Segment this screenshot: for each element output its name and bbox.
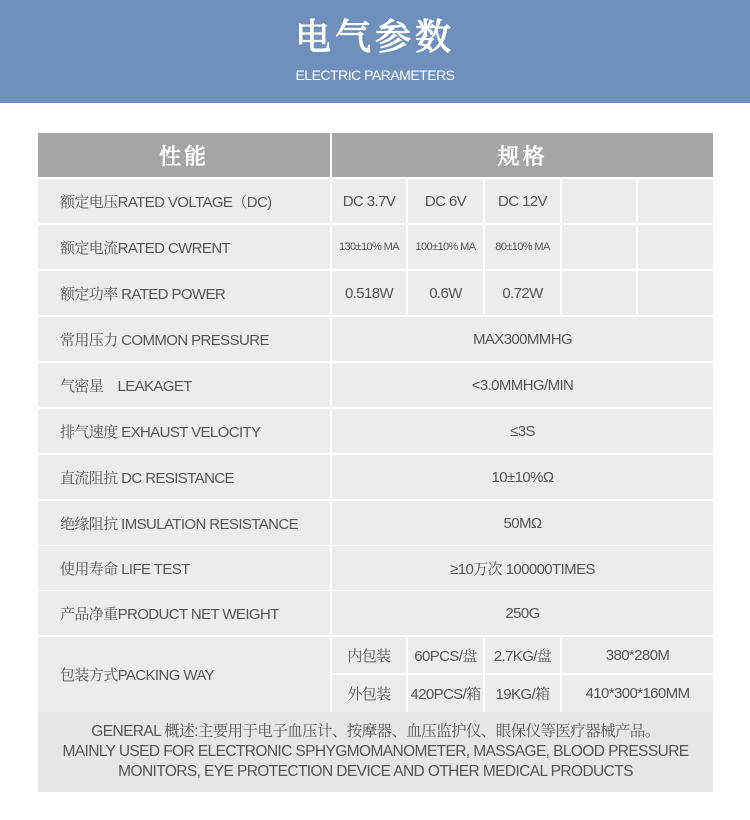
- rated-power-value-3: 0.72W: [485, 271, 560, 315]
- packing-outer-weight: 19KG/箱: [485, 675, 560, 712]
- empty-cell: [562, 271, 636, 315]
- row-label-packing-way: 包装方式PACKING WAY: [38, 637, 330, 712]
- row-label-rated-voltage: 额定电压RATED VOLTAGE（DC): [38, 179, 330, 223]
- row-label-life-test: 使用寿命 LIFE TEST: [38, 546, 330, 590]
- packing-outer-type: 外包装: [332, 675, 406, 712]
- note-line-3: MONITORS, EYE PROTECTION DEVICE AND OTHER MEDICAL PRODUCTS: [118, 763, 633, 780]
- row-label-leakage: 气密星 LEAKAGET: [38, 363, 330, 407]
- empty-cell: [638, 225, 713, 269]
- packing-inner-type: 内包装: [332, 637, 406, 673]
- rated-current-value-1: 130±10% MA: [332, 225, 406, 269]
- header-banner: [0, 0, 750, 103]
- packing-inner-qty: 60PCS/盘: [408, 637, 483, 673]
- packing-outer-size: 410*300*160MM: [562, 675, 713, 712]
- rated-voltage-value-2: DC 6V: [408, 179, 483, 223]
- packing-outer-qty: 420PCS/箱: [408, 675, 483, 712]
- insulation-resistance-value: 50MΩ: [332, 501, 713, 545]
- rated-power-value-1: 0.518W: [332, 271, 406, 315]
- column-header-performance: 性能: [38, 133, 330, 177]
- rated-voltage-value-3: DC 12V: [485, 179, 560, 223]
- row-label-rated-power: 额定功率 RATED POWER: [38, 271, 330, 315]
- dc-resistance-value: 10±10%Ω: [332, 455, 713, 499]
- row-label-dc-resistance: 直流阻抗 DC RESISTANCE: [38, 455, 330, 499]
- row-label-net-weight: 产品净重PRODUCT NET WEIGHT: [38, 591, 330, 635]
- column-header-spec: 规格: [332, 133, 713, 177]
- rated-current-value-2: 100±10% MA: [408, 225, 483, 269]
- packing-inner-weight: 2.7KG/盘: [485, 637, 560, 673]
- page-subtitle: ELECTRIC PARAMETERS: [295, 67, 455, 83]
- life-test-value: ≥10万次 100000TIMES: [332, 546, 713, 590]
- packing-inner-size: 380*280M: [562, 637, 713, 673]
- note-line-2: MAINLY USED FOR ELECTRONIC SPHYGMOMANOMETER, MASSAGE, BLOOD PRESSURE: [62, 743, 689, 760]
- empty-cell: [638, 179, 713, 223]
- row-label-rated-current: 额定电流RATED CWRENT: [38, 225, 330, 269]
- rated-current-value-3: 80±10% MA: [485, 225, 560, 269]
- exhaust-velocity-value: ≤3S: [332, 409, 713, 453]
- rated-voltage-value-1: DC 3.7V: [332, 179, 406, 223]
- note-line-1: GENERAL 概述:主要用于电子血压计、按摩器、血压监护仪、眼保仪等医疗器械产品。: [91, 723, 660, 740]
- row-label-insulation-resistance: 绝缘阻抗 IMSULATION RESISTANCE: [38, 501, 330, 545]
- row-label-exhaust-velocity: 排气速度 EXHAUST VELOCITY: [38, 409, 330, 453]
- empty-cell: [638, 271, 713, 315]
- leakage-value: <3.0MMHG/MIN: [332, 363, 713, 407]
- common-pressure-value: MAX300MMHG: [332, 317, 713, 361]
- empty-cell: [562, 179, 636, 223]
- rated-power-value-2: 0.6W: [408, 271, 483, 315]
- parameters-table: [38, 133, 713, 793]
- general-note: [38, 712, 713, 792]
- row-label-common-pressure: 常用压力 COMMON PRESSURE: [38, 317, 330, 361]
- empty-cell: [562, 225, 636, 269]
- net-weight-value: 250G: [332, 591, 713, 635]
- page-title: 电气参数: [294, 17, 455, 58]
